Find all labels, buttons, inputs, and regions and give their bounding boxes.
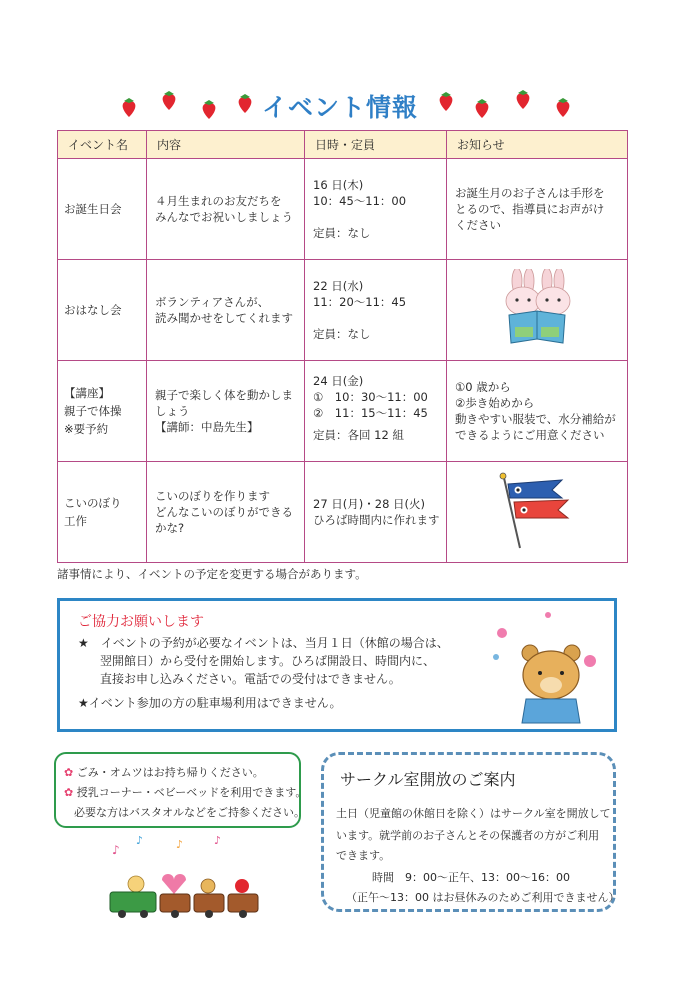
notice-line: ①0 歳から [455,380,511,394]
content-cell [147,159,305,260]
bear-illustration [488,607,610,727]
table-row [58,159,628,260]
circle-room-box [321,752,620,912]
flower-icon: ✿ [64,766,74,779]
svg-text:♪: ♪ [176,838,184,851]
datetime-line: 27 日(月)・28 日(火) [313,497,426,511]
circle-room-line: 土日（児童館の休館日を除く）はサークル室を開放して [336,807,611,820]
notice-line: できるようにご用意ください [455,428,605,442]
rabbits-reading-illustration [487,269,587,347]
cooperation-line: 直接お申し込みください。電話での受付はできません。 [100,672,401,686]
content-line: 親子で楽しく体を動かしま [155,388,293,402]
event-name: 【講座】 [64,386,110,400]
events-table [57,130,628,563]
notice-line: お誕生月のお子さんは手形を [455,186,605,200]
datetime-line: ① 10：30～11：00 [313,390,428,404]
strawberry-icon [199,98,219,120]
event-name-cell [58,462,147,563]
circle-room-title: サークル室開放のご案内 [340,770,516,789]
strawberry-icon [436,90,456,112]
strawberry-icon [472,97,492,119]
datetime-line: ひろば時間内に作れます [313,513,440,527]
table-row [58,462,628,563]
datetime-line: 16 日(木) [313,178,364,192]
circle-room-line: （正午～13：00 はお昼休みのためご利用できません） [346,891,620,904]
datetime-line: 定員：なし [313,327,371,341]
column-header: お知らせ [447,131,628,159]
cooperation-line: ★ イベントの予約が必要なイベントは、当月１日（休館の場合は、 [78,636,449,650]
belongings-line: 必要な方はバスタオルなどをご持参ください。 [74,806,305,819]
column-header: 内容 [147,131,305,159]
content-line: 読み聞かせをしてくれます [155,311,293,325]
notice-cell [447,462,628,563]
belongings-line: 授乳コーナー・ベビーベッドを利用できます。 [76,786,307,799]
column-header: 日時・定員 [305,131,447,159]
content-cell [147,462,305,563]
event-name: ※要予約 [64,422,109,436]
content-line: 【講師：中島先生】 [155,420,259,434]
datetime-line: 24 日(金) [313,374,364,388]
notice-line: とるので、指導員にお声がけ [455,202,605,216]
belongings-box [54,752,307,828]
strawberry-icon [553,96,573,118]
content-line: ボランティアさんが、 [155,295,270,309]
strawberry-icon [235,92,255,114]
datetime-line: 定員：各回 12 組 [313,428,404,442]
flower-icon: ✿ [64,786,74,799]
notice-cell [447,361,628,462]
table-note: 諸事情により、イベントの予定を変更する場合があります。 [57,567,367,581]
datetime-line: ② 11：15～11：45 [313,406,428,420]
content-line: こいのぼりを作ります [155,489,270,503]
datetime-cell [305,260,447,361]
column-header: イベント名 [58,131,147,159]
content-cell [147,260,305,361]
event-name: 工作 [64,514,87,528]
datetime-cell [305,462,447,563]
table-row [58,260,628,361]
circle-room-line: います。就学前のお子さんとその保護者の方がご利用 [336,829,600,842]
notice-line: 動きやすい服装で、水分補給が [455,412,616,426]
notice-line: ください [455,218,501,232]
page-title: イベント情報 [262,93,419,122]
event-name: お誕生日会 [64,202,122,216]
train-illustration [106,832,266,920]
event-name: こいのぼり [64,496,122,510]
notice-line: ②歩き始めから [455,396,535,410]
table-row [58,361,628,462]
cooperation-box [57,598,617,732]
cooperation-line: ★イベント参加の方の駐車場利用はできません。 [78,696,342,710]
notice-cell [447,159,628,260]
strawberry-icon [159,89,179,111]
cooperation-title: ご協力お願いします [78,614,204,630]
datetime-line: 10：45～11：00 [313,194,407,208]
event-name-cell [58,260,147,361]
event-name-cell [58,361,147,462]
circle-room-line: できます。 [336,849,391,862]
datetime-cell [305,159,447,260]
content-line: しょう [155,404,190,418]
datetime-line: 定員：なし [313,226,371,240]
svg-text:♪: ♪ [214,834,222,847]
content-line: かな? [155,521,185,535]
event-name-cell [58,159,147,260]
svg-text:♪: ♪ [136,834,144,847]
event-name: おはなし会 [64,303,122,317]
strawberry-icon [119,96,139,118]
content-line: どんなこいのぼりができる [155,505,293,519]
circle-room-line: 時間 9：00～正午、13：00～16：00 [372,871,570,884]
content-line: ４月生まれのお友だちを [155,194,282,208]
datetime-cell [305,361,447,462]
koinobori-illustration [492,470,582,550]
notice-cell [447,260,628,361]
datetime-line: 11：20～11：45 [313,295,407,309]
svg-text:♪: ♪ [112,843,120,857]
event-name: 親子で体操 [64,404,122,418]
table-header-row [58,131,628,159]
strawberry-icon [513,88,533,110]
content-line: みんなでお祝いしましょう [155,210,293,224]
datetime-line: 22 日(水) [313,279,364,293]
cooperation-line: 翌開館日）から受付を開始します。ひろば開設日、時間内に、 [100,654,436,668]
content-cell [147,361,305,462]
belongings-line: ごみ・オムツはお持ち帰りください。 [76,766,264,779]
